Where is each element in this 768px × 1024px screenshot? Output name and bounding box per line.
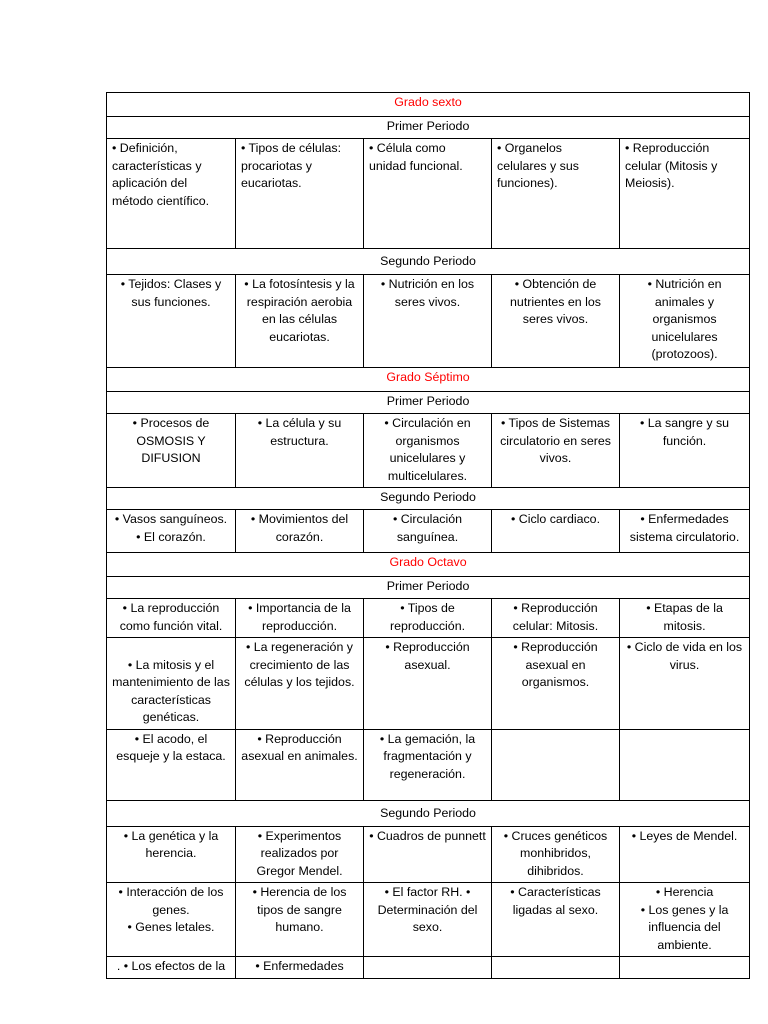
topic-cell: • Cuadros de punnett (364, 826, 492, 883)
period-title: Segundo Periodo (107, 488, 750, 510)
period-title: Primer Periodo (107, 117, 750, 139)
topic-cell (492, 729, 620, 800)
topic-cell: • Vasos sanguíneos. • El corazón. (107, 510, 236, 553)
topic-cell: • Definición, características y aplicación del método científico. (107, 139, 236, 249)
topic-cell: • Enfermedades sistema circulatorio. (620, 510, 750, 553)
topic-cell: • Cruces genéticos monhibridos, dihibridos. (492, 826, 620, 883)
topic-cell: • Interacción de los genes. • Genes letales. (107, 883, 236, 957)
topic-cell (620, 957, 750, 979)
topic-cell: • Reproducción asexual. (364, 638, 492, 730)
topic-cell: • Herencia de los tipos de sangre humano. (236, 883, 364, 957)
topic-cell (364, 957, 492, 979)
topic-cell: • Leyes de Mendel. (620, 826, 750, 883)
period-header-row (107, 577, 750, 599)
period-header-row (107, 392, 750, 414)
topic-cell: • Nutrición en animales y organismos unicelulares (protozoos). (620, 275, 750, 368)
topic-row (107, 883, 750, 957)
topic-cell: • La célula y su estructura. (236, 414, 364, 488)
topic-cell: • La fotosíntesis y la respiración aerobia en las células eucariotas. (236, 275, 364, 368)
topic-cell: • Reproducción celular: Mitosis. (492, 599, 620, 638)
topic-cell: • Reproducción asexual en animales. (236, 729, 364, 800)
curriculum-body (107, 93, 750, 979)
period-header-row (107, 117, 750, 139)
grade-header-row (107, 553, 750, 577)
topic-cell: • Tipos de células: procariotas y eucariotas. (236, 139, 364, 249)
topic-row (107, 414, 750, 488)
topic-row (107, 510, 750, 553)
grade-title: Grado sexto (107, 93, 750, 117)
topic-cell (620, 729, 750, 800)
period-header-row (107, 488, 750, 510)
topic-cell: • Célula como unidad funcional. (364, 139, 492, 249)
topic-cell: • Ciclo cardiaco. (492, 510, 620, 553)
topic-cell: • Obtención de nutrientes en los seres vivos. (492, 275, 620, 368)
topic-cell: . • Los efectos de la (107, 957, 236, 979)
topic-cell: • Tipos de reproducción. (364, 599, 492, 638)
topic-row (107, 139, 750, 249)
topic-cell: • El acodo, el esqueje y la estaca. (107, 729, 236, 800)
topic-cell: • Características ligadas al sexo. (492, 883, 620, 957)
topic-cell: • Reproducción celular (Mitosis y Meiosis). (620, 139, 750, 249)
topic-row (107, 599, 750, 638)
topic-cell: • La reproducción como función vital. (107, 599, 236, 638)
topic-cell: • Tejidos: Clases y sus funciones. (107, 275, 236, 368)
curriculum-table (106, 92, 750, 979)
topic-cell: • Procesos de OSMOSIS Y DIFUSION (107, 414, 236, 488)
topic-cell: • Movimientos del corazón. (236, 510, 364, 553)
grade-header-row (107, 93, 750, 117)
topic-cell: • Nutrición en los seres vivos. (364, 275, 492, 368)
topic-cell: • Herencia • Los genes y la influencia del ambiente. (620, 883, 750, 957)
topic-cell: • Ciclo de vida en los virus. (620, 638, 750, 730)
topic-cell: • Tipos de Sistemas circulatorio en seres vivos. (492, 414, 620, 488)
topic-row (107, 826, 750, 883)
period-title: Segundo Periodo (107, 800, 750, 826)
topic-row (107, 638, 750, 730)
topic-cell: • Experimentos realizados por Gregor Mendel. (236, 826, 364, 883)
topic-cell: • La sangre y su función. (620, 414, 750, 488)
topic-cell: • La mitosis y el mantenimiento de las características genéticas. (107, 638, 236, 730)
topic-row (107, 729, 750, 800)
topic-cell: • El factor RH. • Determinación del sexo. (364, 883, 492, 957)
period-title: Primer Periodo (107, 392, 750, 414)
topic-cell: • Enfermedades (236, 957, 364, 979)
topic-row (107, 957, 750, 979)
period-title: Primer Periodo (107, 577, 750, 599)
grade-title: Grado Séptimo (107, 368, 750, 392)
grade-title: Grado Octavo (107, 553, 750, 577)
topic-cell: • Importancia de la reproducción. (236, 599, 364, 638)
period-header-row (107, 249, 750, 275)
topic-cell: • Reproducción asexual en organismos. (492, 638, 620, 730)
topic-cell: • La gemación, la fragmentación y regeneración. (364, 729, 492, 800)
topic-cell: • Circulación sanguínea. (364, 510, 492, 553)
topic-cell: • La genética y la herencia. (107, 826, 236, 883)
grade-header-row (107, 368, 750, 392)
topic-cell: • La regeneración y crecimiento de las células y los tejidos. (236, 638, 364, 730)
period-title: Segundo Periodo (107, 249, 750, 275)
period-header-row (107, 800, 750, 826)
topic-cell: • Etapas de la mitosis. (620, 599, 750, 638)
topic-cell: • Organelos celulares y sus funciones). (492, 139, 620, 249)
topic-cell (492, 957, 620, 979)
topic-cell: • Circulación en organismos unicelulares y multicelulares. (364, 414, 492, 488)
topic-row (107, 275, 750, 368)
